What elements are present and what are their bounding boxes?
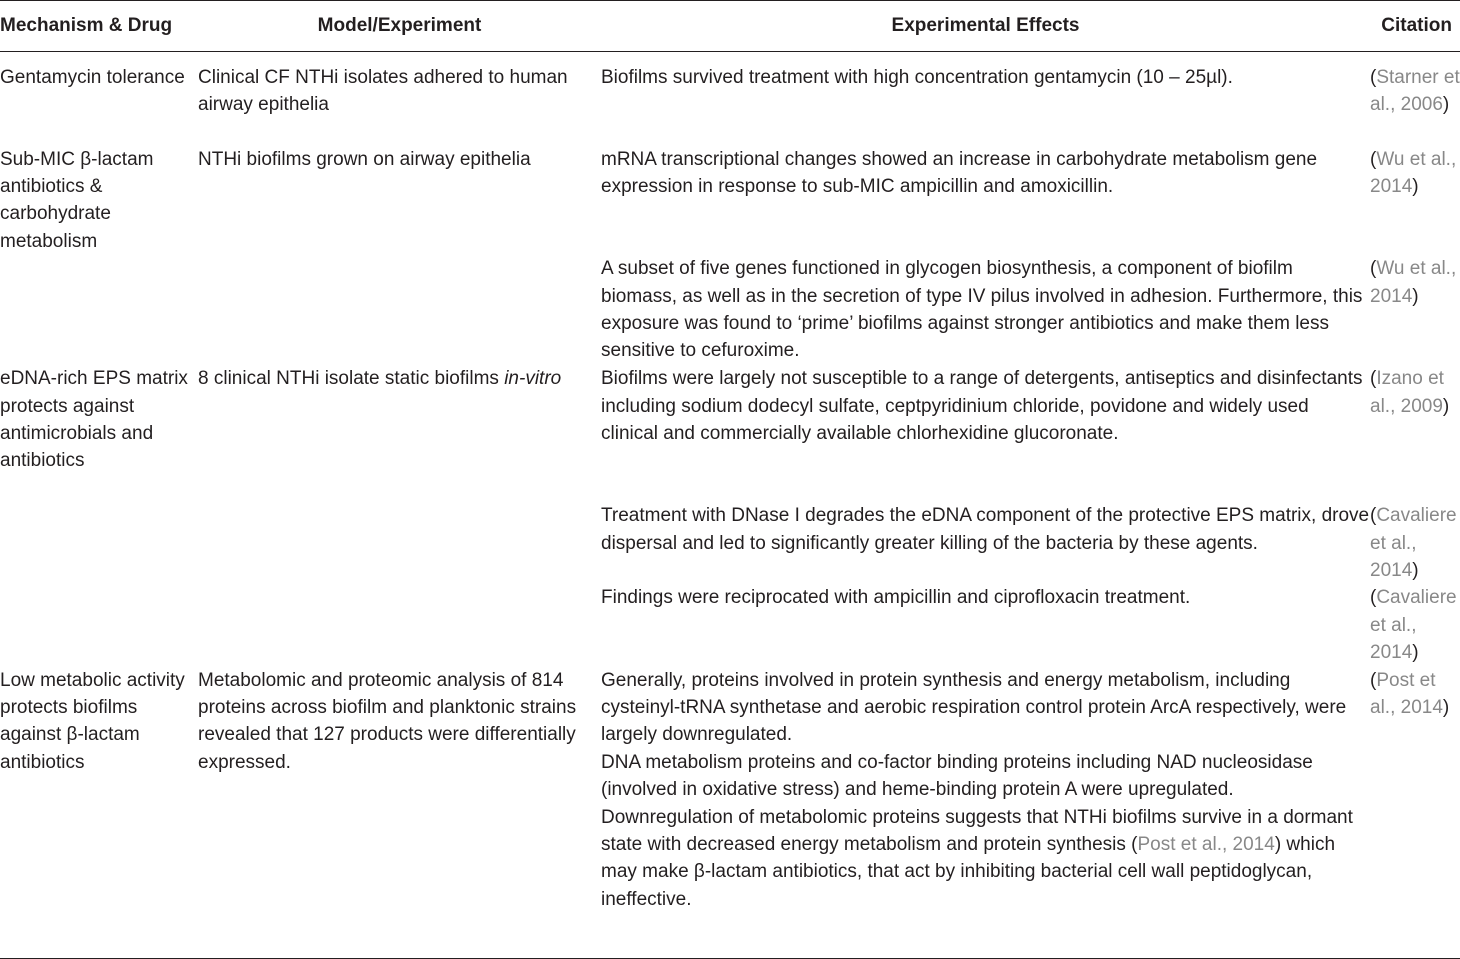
model-cell — [198, 502, 601, 584]
table-row — [0, 52, 1460, 134]
effects-paragraph: Downregulation of metabolomic proteins suggests that NTHi biofilms survive in a dormant state with decreased energy metabolism and protein synthesis (Post et al., 2014) which may make β-lactam antibiotics, that act by inhibiting bacterial cell wall peptidoglycan, ineffective. — [601, 806, 1353, 910]
mechanism-cell: Sub-MIC β-lactam antibiotics & carbohydrate metabolism — [0, 148, 154, 252]
effects-paragraph: DNA metabolism proteins and co-factor binding proteins including NAD nucleosidase (involved in oxidative stress) and heme-binding protein A were upregulated. — [601, 751, 1313, 801]
model-cell — [198, 255, 601, 365]
mechanism-cell: Gentamycin tolerance — [0, 67, 185, 88]
citation-cell: (Wu et al., 2014) — [1370, 148, 1457, 197]
model-cell: 8 clinical NTHi isolate static biofilms in-vitro — [198, 368, 562, 390]
header-model: Model/Experiment — [198, 1, 601, 52]
mechanism-cell — [0, 584, 198, 666]
mechanism-cell: eDNA-rich EPS matrix protects against antimicrobials and antibiotics — [0, 368, 188, 472]
table-row — [0, 134, 1460, 256]
header-row — [0, 1, 1460, 52]
citation-cell: (Izano et al., 2009) — [1370, 368, 1450, 417]
citation-link[interactable]: Cavaliere et al., 2014 — [1370, 587, 1457, 664]
citation-link[interactable]: Izano et al., 2009 — [1370, 368, 1444, 417]
inline-citation-link[interactable]: Post et al., 2014 — [1137, 834, 1275, 855]
table-row — [0, 584, 1460, 666]
italic-term: in-vitro — [504, 368, 562, 390]
effects-cell: Findings were reciprocated with ampicillin and ciprofloxacin treatment. — [601, 587, 1191, 609]
table-row — [0, 667, 1460, 959]
table-row — [0, 255, 1460, 365]
mechanism-cell: Low metabolic activity protects biofilms against β-lactam antibiotics — [0, 667, 198, 959]
citation-cell: (Starner et al., 2006) — [1370, 67, 1460, 116]
effects-cell: mRNA transcriptional changes showed an increase in carbohydrate metabolism gene expression in response to sub-MIC ampicillin and amoxicillin. — [601, 148, 1318, 197]
effects-cell — [601, 667, 1370, 959]
mechanism-cell — [0, 502, 198, 584]
effects-cell: Biofilms survived treatment with high concentration gentamycin (10 – 25µl). — [601, 67, 1233, 88]
citation-cell: (Wu et al., 2014) — [1370, 258, 1457, 307]
model-cell: Metabolomic and proteomic analysis of 814 proteins across biofilm and planktonic strains revealed that 127 products were differentially expressed. — [198, 667, 601, 959]
citation-cell: (Cavaliere et al., 2014) — [1370, 587, 1457, 664]
citation-link[interactable]: Wu et al., 2014 — [1370, 258, 1457, 307]
table-row — [0, 502, 1460, 584]
mechanism-cell — [0, 255, 198, 365]
table-row — [0, 365, 1460, 502]
model-cell — [198, 584, 601, 666]
citation-link[interactable]: Post et al., 2014 — [1370, 669, 1443, 718]
citation-cell: (Post et al., 2014) — [1370, 667, 1460, 959]
header-effects: Experimental Effects — [601, 1, 1370, 52]
model-cell: NTHi biofilms grown on airway epithelia — [198, 148, 531, 170]
header-citation: Citation — [1370, 1, 1460, 52]
header-mechanism: Mechanism & Drug — [0, 1, 198, 52]
effects-paragraph: Generally, proteins involved in protein synthesis and energy metabolism, including cysteinyl-tRNA synthetase and aerobic respiration control protein ArcA respectively, were largely downregulated. — [601, 669, 1347, 746]
citation-cell: (Cavaliere et al., 2014) — [1370, 505, 1457, 581]
citation-link[interactable]: Wu et al., 2014 — [1370, 148, 1457, 197]
model-cell: Clinical CF NTHi isolates adhered to human airway epithelia — [198, 67, 568, 116]
effects-cell: Treatment with DNase I degrades the eDNA component of the protective EPS matrix, drove dispersal and led to significantly greater killing of the bacteria by these agents. — [601, 505, 1370, 554]
effects-cell: Biofilms were largely not susceptible to a range of detergents, antiseptics and disinfectants including sodium dodecyl sulfate, ceptpyridinium chloride, povidone and widely used clinical and commercially available chlorhexidine glucoronate. — [601, 368, 1363, 444]
effects-cell: A subset of five genes functioned in glycogen biosynthesis, a component of biofilm biomass, as well as in the secretion of type IV pilus involved in adhesion. Furthermore, this exposure was found to ‘prime’ biofilms against stronger antibiotics and make them less sensitive to cefuroxime. — [601, 258, 1363, 362]
citation-link[interactable]: Cavaliere et al., 2014 — [1370, 505, 1457, 581]
citation-link[interactable]: Starner et al., 2006 — [1370, 67, 1460, 116]
